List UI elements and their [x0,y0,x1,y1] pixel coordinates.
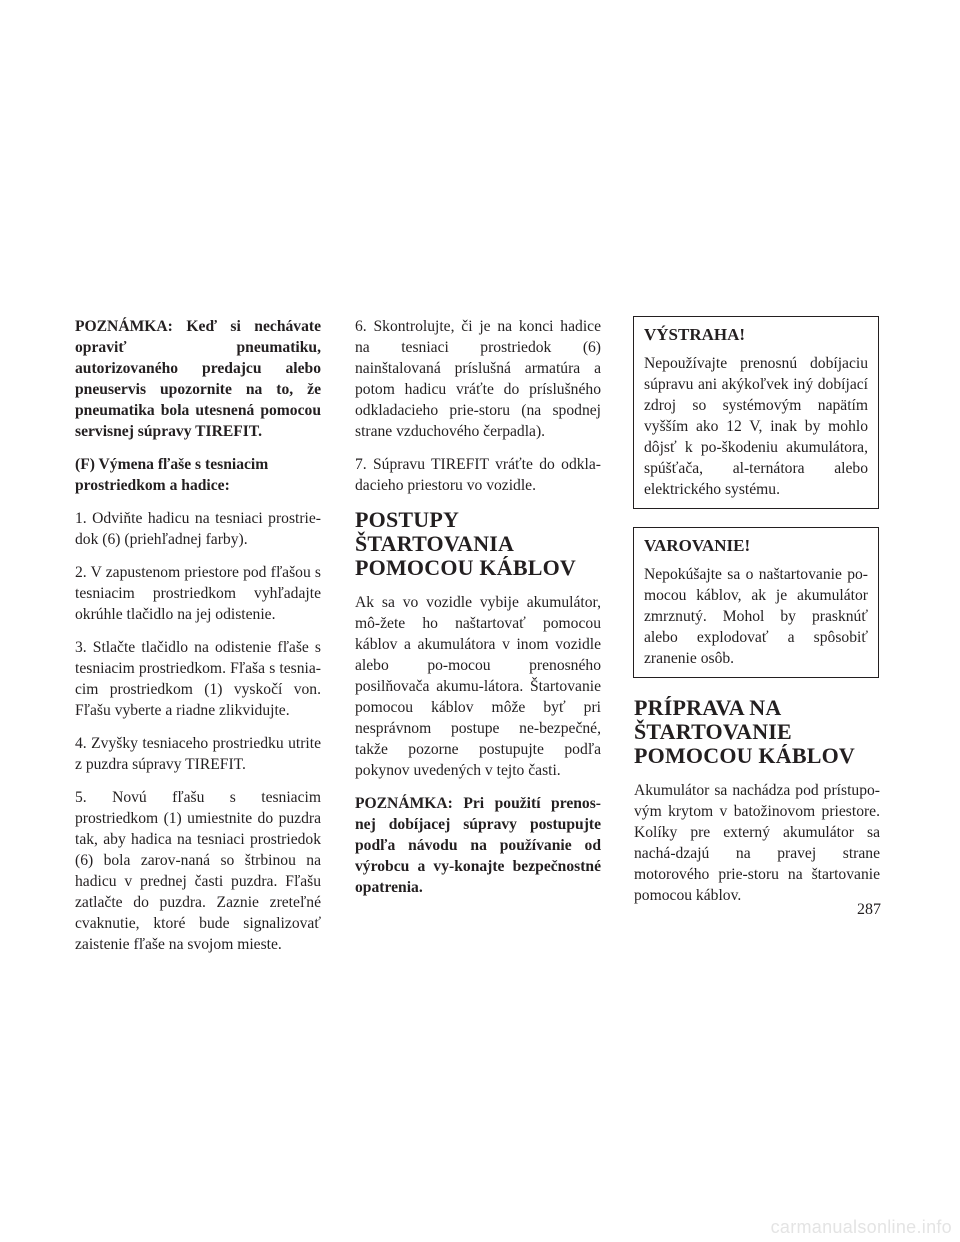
step-3: 3. Stlačte tlačidlo na odistenie fľaše s tesniacim prostriedkom. Fľaša s tesnia-cim prostriedkom (1) vyskočí von. Fľašu vyberte a riadne zlikvidujte. [75,639,321,719]
step-2: 2. V zapustenom priestore pod fľašou s tesniacim prostriedkom vyhľadajte okrúhle tlačidlo na jej odistenie. [75,564,321,623]
watermark: carmanualsonline.info [770,1217,952,1237]
caution-title: VAROVANIE! [644,536,751,555]
step-7: 7. Súpravu TIREFIT vráťte do odkla-dacieho priestoru vo vozidle. [355,456,601,494]
heading-line-2: ŠTARTOVANIE [634,719,792,744]
heading-line-1: PRÍPRAVA NA [634,695,782,720]
column-right [634,316,880,918]
step-5: 5. Novú fľašu s tesniacim prostriedkom (1) umiestnite do puzdra tak, aby hadica na tesniaci prostriedok (6) bola zarov-naná so štrbinou na hadicu v prednej časti puzdra. Fľašu zatlačte do puzdra. Zaznie zreteľné cvaknutie, ktoré bude signalizovať zaistenie fľaše na svojom mieste. [75,789,321,953]
section-heading-preparation [634,696,880,768]
page-number: 287 [857,901,881,918]
warning-title: VÝSTRAHA! [644,325,746,344]
heading-line-3: POMOCOU KÁBLOV [634,743,855,768]
caution-text: Nepokúšajte sa o naštartovanie po-mocou káblov, ak je akumulátor zmrznutý. Mohol by prasknúť alebo explodovať a spôsobiť zranenie osôb. [644,566,868,667]
column-middle [355,316,601,910]
step-1: 1. Odviňte hadicu na tesniaci prostrie-dok (6) (priehľadnej farby). [75,510,321,548]
jump-start-intro: Ak sa vo vozidle vybije akumulátor, mô-žete ho naštartovať pomocou káblov a akumulátora v inom vozidle alebo po-mocou prenosného posilňovača akumu-látora. Štartovanie pomocou káblov môže byť pri nesprávnom postupe ne-bezpečné, takže pozorne postupujte podľa pokynov uvedených v tejto časti. [355,594,601,779]
warning-text: Nepoužívajte prenosnú dobíjaciu súpravu ani akýkoľvek iný dobíjací zdroj so systémovým napätím vyšším ako 12 V, inak by mohlo dôjsť k po-škodeniu akumulátora, spúšťača, al-ternátora alebo elektrického systému. [644,355,868,498]
heading-line-1: POSTUPY [355,507,460,532]
warning-box [633,316,879,509]
note-portable-charger: POZNÁMKA: Pri použití prenos-nej dobíjacej súpravy postupujte podľa návodu na používanie od výrobcu a vy-konajte bezpečnostné opatrenia. [355,795,601,896]
step-6: 6. Skontrolujte, či je na konci hadice na tesniaci prostriedok (6) nainštalovaná príslušná armatúra a potom hadicu vráťte do príslušného odkladacieho prie-storu (na spodnej strane vzduchového čerpadla). [355,318,601,440]
column-left [75,316,321,967]
step-4: 4. Zvyšky tesniaceho prostriedku utrite z puzdra súpravy TIREFIT. [75,735,321,773]
section-heading-jump-start [355,508,601,580]
preparation-text: Akumulátor sa nachádza pod prístupo-vým krytom v batožinovom priestore. Kolíky pre externý akumulátor sa nachá-dzajú na pravej strane motorového prie-storu na štartovanie pomocou káblov. [634,782,880,904]
heading-line-3: POMOCOU KÁBLOV [355,555,576,580]
heading-line-2: ŠTARTOVANIA [355,531,515,556]
subheading-bottle-replacement: (F) Výmena fľaše s tesniacim prostriedkom a hadice: [75,456,269,494]
note-tirefit: POZNÁMKA: Keď si nechávate opraviť pneumatiku, autorizovaného predajcu alebo pneuservis upozornite na to, že pneumatika bola utesnená pomocou servisnej súpravy TIREFIT. [75,318,321,440]
caution-box [633,527,879,678]
